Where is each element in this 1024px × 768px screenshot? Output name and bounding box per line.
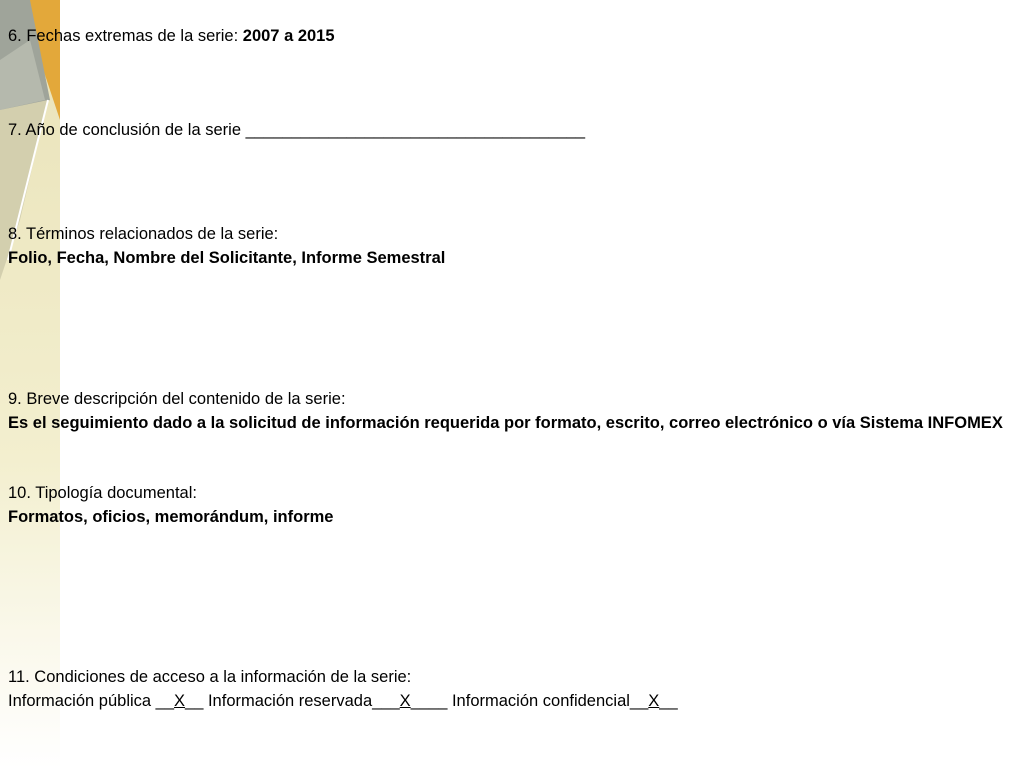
reservada-label: __ Información reservada___: [185, 692, 400, 710]
section-7-label: 7. Año de conclusión de la serie: [8, 121, 246, 139]
section-11-access-options: [8, 690, 678, 712]
section-10-value: Formatos, oficios, memorándum, informe: [8, 508, 334, 526]
section-6-value: 2007 a 2015: [242, 27, 335, 45]
section-6-label: 6. Fechas extremas de la serie:: [8, 27, 243, 45]
decorative-side-graphic: [0, 0, 60, 768]
confidencial-label: ____ Información confidencial__: [410, 692, 649, 710]
section-6: [8, 25, 335, 47]
trailing-blank: __: [659, 692, 678, 710]
section-8-value: Folio, Fecha, Nombre del Solicitante, Informe Semestral: [8, 249, 446, 267]
section-9-label: 9. Breve descripción del contenido de la serie:: [8, 390, 346, 408]
section-11-label: 11. Condiciones de acceso a la información de la serie:: [8, 668, 412, 686]
section-10-label: 10. Tipología documental:: [8, 484, 197, 502]
reservada-mark: X: [399, 692, 411, 710]
section-7: [8, 119, 585, 141]
section-7-blank: _____________________________________: [245, 121, 586, 139]
publica-label: Información pública __: [8, 692, 175, 710]
section-8-label: 8. Términos relacionados de la serie:: [8, 225, 279, 243]
section-9-value: Es el seguimiento dado a la solicitud de información requerida por formato, escrito, correo electrónico o vía Sistema INFOMEX: [8, 414, 1003, 432]
publica-mark: X: [174, 692, 186, 710]
confidencial-mark: X: [648, 692, 660, 710]
